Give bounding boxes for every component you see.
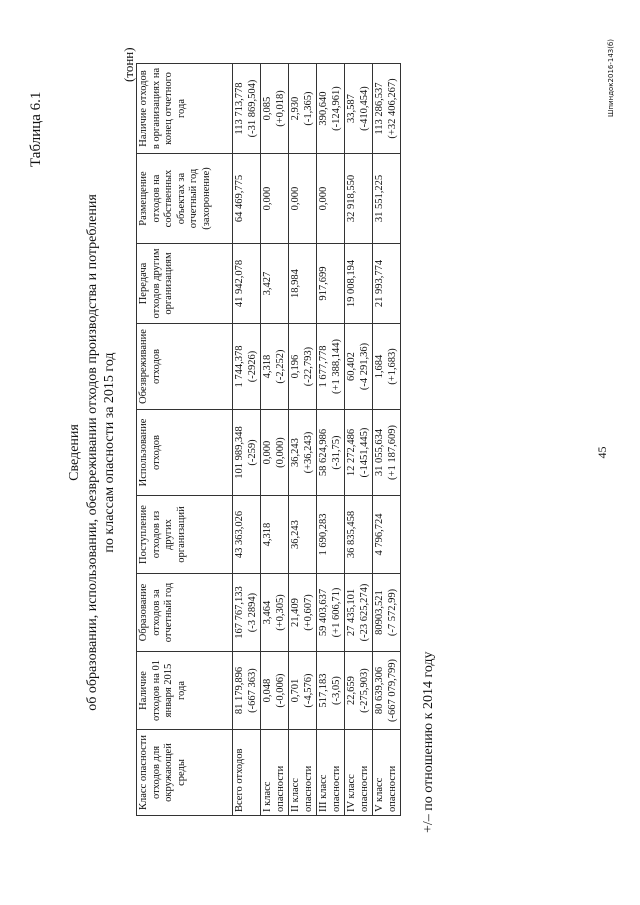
table-row — [373, 64, 401, 816]
row-label: II класс опасности — [289, 730, 317, 816]
table-cell: 60,402 (-4 291,36) — [345, 324, 373, 410]
table-cell: 167 767,133 (-3 2894) — [233, 574, 261, 652]
column-header: Размещение отходов на собственных объектах за отчетный год (захоронение) — [137, 154, 233, 244]
table-cell: 4 796,724 — [373, 496, 401, 574]
table-row — [261, 64, 289, 816]
table-cell: 0,000 (0,000) — [261, 410, 289, 496]
row-label: I класс опасности — [261, 730, 289, 816]
table-cell: 0,085 (+0,018) — [261, 64, 289, 154]
table-cell: 41 942,078 — [233, 244, 261, 324]
table-row — [345, 64, 373, 816]
table-cell: 1,684 (+1,683) — [373, 324, 401, 410]
table-cell: 3,464 (+0,305) — [261, 574, 289, 652]
table-cell: 36,243 (+36,243) — [289, 410, 317, 496]
table-cell: 43 363,026 — [233, 496, 261, 574]
table-row — [233, 64, 261, 816]
table-cell: 917,699 — [317, 244, 345, 324]
table-cell: 12 272,486 (-1451,445) — [345, 410, 373, 496]
table-cell: 1 744,378 (-2926) — [233, 324, 261, 410]
row-label: Всего отходов — [233, 730, 261, 816]
column-header: Передача отходов другим организациям — [137, 244, 233, 324]
table-label: Таблица 6.1 — [28, 91, 44, 167]
column-header: Наличие отходов в организациях на конец отчетного года — [137, 64, 233, 154]
title-line-2: об образовании, использовании, обезвреживании отходов производства и потребления — [85, 194, 100, 711]
table-cell: 390,640 (-124,961) — [317, 64, 345, 154]
table-cell: 32 918,550 — [345, 154, 373, 244]
table-cell: 22,659 (-275,903) — [345, 652, 373, 730]
table-cell: 0,000 — [317, 154, 345, 244]
table-cell: 36,243 — [289, 496, 317, 574]
table-cell: 4,318 (-2,252) — [261, 324, 289, 410]
column-header: Класс опасности отходов для окружающей среды — [137, 730, 233, 816]
table-cell: 3,427 — [261, 244, 289, 324]
table-cell: 19 008,194 — [345, 244, 373, 324]
row-label: III класс опасности — [317, 730, 345, 816]
table-cell: 31 551,225 — [373, 154, 401, 244]
page-number: 45 — [595, 446, 609, 459]
unit-label: (тонн) — [121, 47, 136, 82]
title-line-3: по классам опасности за 2015 год — [102, 352, 117, 553]
table-cell: 21,409 (+0,607) — [289, 574, 317, 652]
table-cell: 113 713,778 (-31 869,504) — [233, 64, 261, 154]
table-cell: 59 403,637 (+1 606,71) — [317, 574, 345, 652]
column-header: Использование отходов — [137, 410, 233, 496]
table-cell: 1 690,283 — [317, 496, 345, 574]
table-cell: 0,701 (-4,576) — [289, 652, 317, 730]
table-cell: 80903,521 (-7 572,99) — [373, 574, 401, 652]
table-cell: 80 639,306 (-667 079,799) — [373, 652, 401, 730]
table-cell: 36 835,458 — [345, 496, 373, 574]
table-cell: 113 286,537 (+32 406,267) — [373, 64, 401, 154]
table-cell: 2,930 (-1,365) — [289, 64, 317, 154]
table-row — [317, 64, 345, 816]
table-cell: 18,984 — [289, 244, 317, 324]
table-cell: 4,318 — [261, 496, 289, 574]
column-header: Наличие отходов на 01 января 2015 года — [137, 652, 233, 730]
table-cell: 58 624,986 (-31,75) — [317, 410, 345, 496]
waste-table — [136, 63, 401, 816]
table-cell: 64 469,775 — [233, 154, 261, 244]
table-cell: 31 055,634 (+1 187,609) — [373, 410, 401, 496]
table-cell: 21 993,774 — [373, 244, 401, 324]
row-label: IV класс опасности — [345, 730, 373, 816]
column-header: Образование отходов за отчетный год — [137, 574, 233, 652]
table-cell: 0,048 (-0,006) — [261, 652, 289, 730]
column-header: Поступление отходов из других организаций — [137, 496, 233, 574]
document-reference: Шпиндок2016-143(б) — [607, 38, 615, 117]
table-row — [289, 64, 317, 816]
table-cell: 101 989,348 (-259) — [233, 410, 261, 496]
table-cell: 0,000 — [289, 154, 317, 244]
footnote: +/– по отношению к 2014 году — [421, 651, 436, 833]
table-cell: 81 179,896 (-667 363) — [233, 652, 261, 730]
title-line-1: Сведения — [67, 424, 82, 481]
table-header-row — [137, 64, 233, 816]
table-cell: 27 435,101 (-23 625,274) — [345, 574, 373, 652]
table-cell: 517,183 (-3,05) — [317, 652, 345, 730]
row-label: V класс опасности — [373, 730, 401, 816]
column-header: Обезвреживание отходов — [137, 324, 233, 410]
table-cell: 0,000 — [261, 154, 289, 244]
table-cell: 1 677,778 (+1 388,144) — [317, 324, 345, 410]
table-cell: 0,196 (-22,793) — [289, 324, 317, 410]
table-cell: 33,587 (-410,454) — [345, 64, 373, 154]
